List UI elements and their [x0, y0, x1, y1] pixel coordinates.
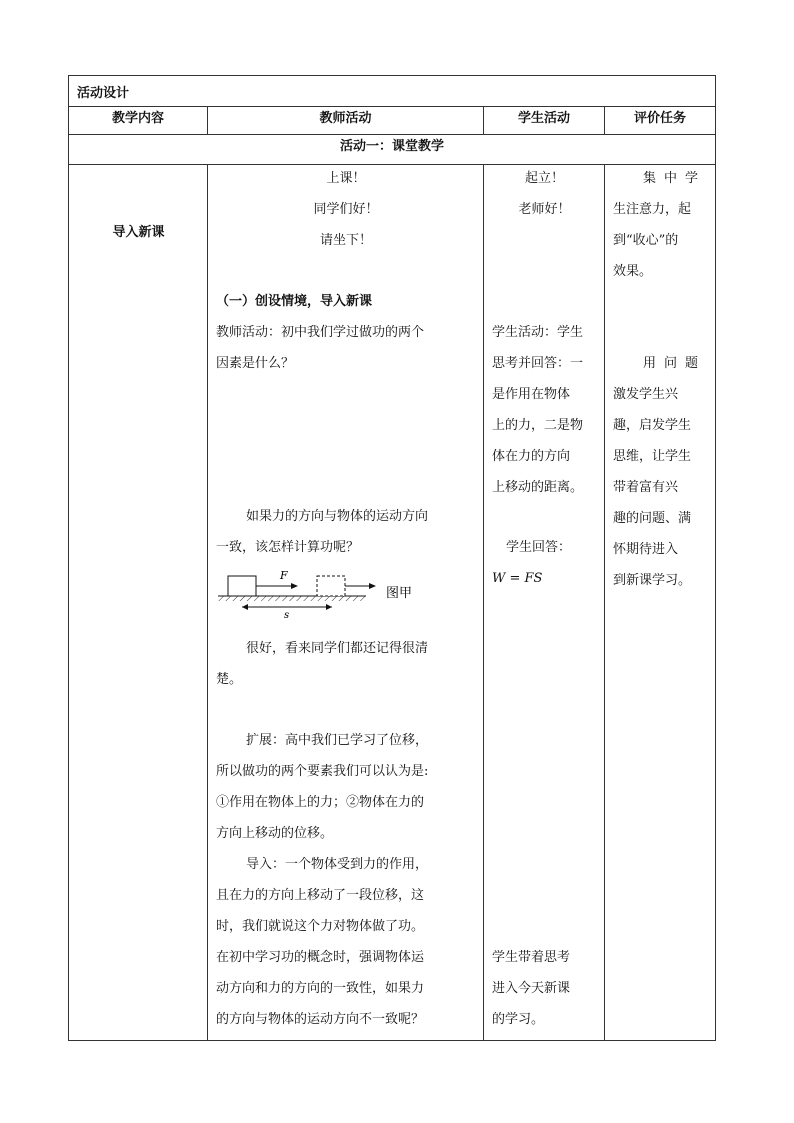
force-arrowhead-1: [291, 583, 298, 589]
eval-cell: [605, 165, 716, 1041]
student-cell: [484, 165, 605, 1041]
student-s1: 起立！: [524, 171, 564, 186]
eval-e1-line2: 生注意力，起: [613, 202, 692, 217]
displacement-arrow-left: [242, 604, 248, 610]
teacher-intro-line5: 动方向和力的方向的一致性，如果力: [216, 981, 425, 996]
activity-title: 活动一：课堂教学: [69, 135, 716, 165]
teacher-intro-line1: 导入：一个物体受到力的作用，: [246, 857, 429, 872]
force-label: F: [280, 569, 288, 582]
lesson-plan-table: [68, 75, 716, 1041]
eval-e2-line1: 用问题: [643, 356, 707, 371]
column-header-row: [69, 107, 716, 135]
displacement-label: s: [284, 610, 290, 619]
eval-e2-line8: 到新课学习。: [613, 573, 692, 588]
displacement-arrow-right: [326, 604, 332, 610]
teacher-ext-line2: 所以做功的两个要素我们可以认为是:: [216, 764, 429, 779]
teacher-q2-line2: 一致，该怎样计算功呢？: [216, 540, 360, 555]
student-a2-line1: 学生回答：: [506, 540, 572, 555]
eval-e2-line3: 趣，启发学生: [613, 418, 692, 433]
eval-e2-line2: 激发学生兴: [613, 387, 679, 402]
teacher-ext-line4: 方向上移动的位移。: [216, 826, 334, 841]
activity-row: [69, 135, 716, 165]
teacher-good-line1: 很好，看来同学们都还记得很清: [246, 641, 429, 656]
student-a1-line3: 是作用在物体: [492, 387, 571, 402]
header-teacher: 教师活动: [208, 107, 484, 135]
eval-e1-line1: 集中学: [643, 171, 707, 186]
student-a3-line1: 学生带着思考: [492, 950, 571, 965]
force-arrowhead-2: [369, 583, 376, 589]
header-eval: 评价任务: [605, 107, 716, 135]
section-title-row: [69, 76, 716, 107]
content-label: 导入新课: [112, 225, 165, 240]
student-a1-line5: 体在力的方向: [492, 449, 571, 464]
teacher-ext-line1: 扩展：高中我们已学习了位移，: [246, 733, 429, 748]
eval-e2-line6: 趣的问题、满: [613, 511, 692, 526]
header-student: 学生活动: [484, 107, 605, 135]
main-content-row: [69, 165, 716, 1041]
eval-e1-line3: 到“收心”的: [613, 233, 679, 248]
teacher-cell: [208, 165, 484, 1041]
eval-e1-line4: 效果。: [613, 264, 653, 279]
teacher-good-line2: 楚。: [216, 672, 243, 687]
student-a3-line2: 进入今天新课: [492, 981, 571, 996]
ground-hatch: [218, 596, 366, 601]
teacher-intro-line3: 时，我们就说这个力对物体做了功。: [216, 919, 425, 934]
teacher-greet-3: 请坐下！: [319, 233, 372, 248]
eval-e2-line4: 思维，让学生: [613, 449, 692, 464]
section-title: 活动设计: [69, 76, 716, 107]
student-a2-formula: W = FS: [492, 571, 543, 586]
teacher-intro-line2: 且在力的方向上移动了一段位移，这: [216, 888, 425, 903]
teacher-q1-line1: 教师活动：初中我们学过做功的两个: [216, 325, 425, 340]
teacher-q2-line1: 如果力的方向与物体的运动方向: [246, 509, 429, 524]
student-a1-line4: 上的力，二是物: [492, 418, 584, 433]
teacher-subtitle-1: （一）创设情境，导入新课: [216, 294, 373, 309]
student-s2: 老师好！: [518, 202, 571, 217]
figure-jia: [214, 563, 474, 619]
eval-e2-line5: 带着富有兴: [613, 480, 679, 495]
teacher-q1-line2: 因素是什么？: [216, 356, 295, 371]
header-content: 教学内容: [69, 107, 208, 135]
student-a3-line3: 的学习。: [492, 1012, 545, 1027]
eval-e2-line7: 怀期待进入: [613, 542, 679, 557]
content-cell: [69, 165, 208, 1041]
teacher-intro-line6: 的方向与物体的运动方向不一致呢？: [216, 1012, 425, 1027]
teacher-greet-1: 上课！: [326, 171, 366, 186]
block-dashed: [317, 576, 345, 596]
student-a1-line6: 上移动的距离。: [492, 480, 584, 495]
teacher-intro-line4: 在初中学习功的概念时，强调物体运: [216, 950, 425, 965]
figure-caption: 图甲: [386, 586, 413, 601]
student-a1-line1: 学生活动：学生: [492, 325, 584, 340]
teacher-ext-line3: ①作用在物体上的力；②物体在力的: [216, 795, 425, 810]
teacher-greet-2: 同学们好！: [313, 202, 379, 217]
student-a1-line2: 思考并回答：一: [492, 356, 584, 371]
block-solid: [228, 576, 256, 596]
